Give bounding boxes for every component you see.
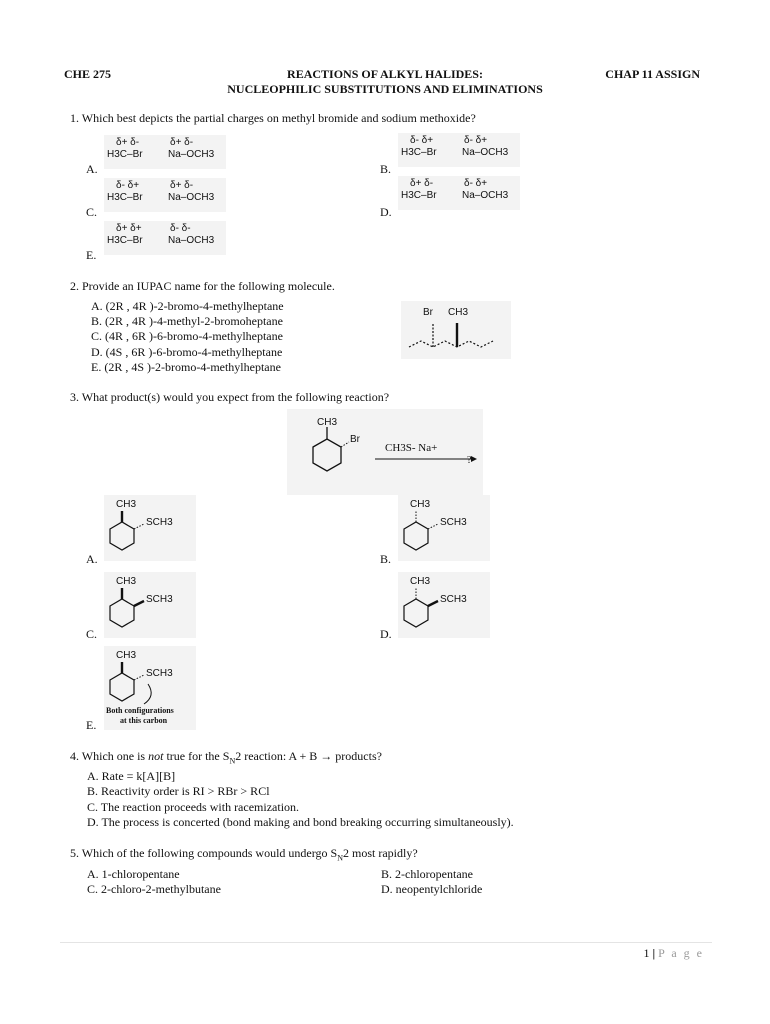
sodium-methoxide: Na–OCH3 <box>462 190 509 201</box>
och3-label: OCH3 <box>186 149 215 160</box>
q2-br-label: Br <box>423 307 433 318</box>
q1-option-d-figure[interactable] <box>398 176 520 210</box>
q3-reactant-ch3: CH3 <box>317 417 338 428</box>
page-number: 1 <box>643 946 650 960</box>
och3-label: OCH3 <box>186 192 215 203</box>
charge-pair-1: δ- δ+ <box>410 135 434 146</box>
ch3-label: CH3 <box>116 499 137 510</box>
q3-option-a-letter[interactable]: A. <box>86 552 98 566</box>
methyl-bromide: H3C–Br <box>401 190 437 201</box>
na-label: Na <box>168 192 181 203</box>
h3c-label: H3C <box>401 190 422 201</box>
question-4 <box>70 749 382 765</box>
methyl-bromide: H3C–Br <box>107 192 143 203</box>
question-5 <box>70 846 418 862</box>
e-note-line1: Both configurations <box>106 706 174 715</box>
course-code: CHE 275 <box>64 67 112 81</box>
sch3-label: SCH3 <box>440 517 467 528</box>
charge-pair-1: δ+ δ- <box>116 137 140 148</box>
sch3-label: SCH3 <box>146 668 173 679</box>
q5-option-c[interactable]: C. 2-chloro-2-methylbutane <box>87 882 221 896</box>
q4-text-n: N <box>229 756 236 766</box>
sch3-label: SCH3 <box>146 594 173 605</box>
q4-option-b[interactable]: B. Reactivity order is RI > RBr > RCl <box>87 784 270 799</box>
q1-option-b-letter[interactable]: B. <box>380 162 392 176</box>
q4-text-not: not <box>148 749 164 763</box>
och3-label: OCH3 <box>186 235 215 246</box>
q3-option-a-figure[interactable] <box>104 495 196 561</box>
sodium-methoxide: Na–OCH3 <box>168 149 215 160</box>
br-label: Br <box>132 192 143 203</box>
q1-option-e-figure[interactable] <box>104 221 226 255</box>
q3-question-mark: ? <box>467 455 472 466</box>
q4-option-a[interactable]: A. Rate = k[A][B] <box>87 769 176 783</box>
doc-title-line1: REACTIONS OF ALKYL HALIDES: <box>287 67 483 81</box>
charge-pair-2: δ+ δ- <box>170 180 194 191</box>
q3-reaction-figure <box>287 409 483 495</box>
methyl-bromide: H3C–Br <box>401 147 437 158</box>
q1-option-b-figure[interactable] <box>398 133 520 167</box>
charge-pair-2: δ- δ- <box>170 223 191 234</box>
och3-label: OCH3 <box>480 147 509 158</box>
br-label: Br <box>132 235 143 246</box>
ch3-label: CH3 <box>116 576 137 587</box>
q2-option-e[interactable]: E. (2R , 4S )-2-bromo-4-methylheptane <box>91 359 281 374</box>
ch3-label: CH3 <box>410 499 431 510</box>
br-label: Br <box>132 149 143 160</box>
na-label: Na <box>462 147 475 158</box>
charge-pair-2: δ- δ+ <box>464 135 488 146</box>
na-label: Na <box>168 149 181 160</box>
footer-divider <box>60 942 712 943</box>
question-3: 3. What product(s) would you expect from the following reaction? <box>70 390 390 404</box>
h3c-label: H3C <box>401 147 422 158</box>
h3c-label: H3C <box>107 192 128 203</box>
q1-option-c-letter[interactable]: C. <box>86 205 98 219</box>
q5-option-a[interactable]: A. 1-chloropentane <box>87 867 180 881</box>
q5-text-a: 5. Which of the following compounds would undergo S <box>70 846 338 860</box>
q2-option-c[interactable]: C. (4R , 6R )-6-bromo-4-methylheptane <box>91 329 283 344</box>
q4-text-c: 2 reaction: A + B → products? <box>235 749 382 763</box>
q3-option-e-figure[interactable] <box>104 646 196 730</box>
q3-reactant-br: Br <box>350 434 360 445</box>
page-word: P a g e <box>658 946 704 960</box>
q1-option-e-letter[interactable]: E. <box>86 248 97 262</box>
question-1: 1. Which best depicts the partial charges on methyl bromide and sodium methoxide? <box>70 111 476 125</box>
q3-option-c-figure[interactable] <box>104 572 196 638</box>
methyl-bromide: H3C–Br <box>107 235 143 246</box>
q2-options <box>91 299 284 375</box>
q3-reagent: CH3S- Na+ <box>385 442 438 454</box>
charge-pair-1: δ- δ+ <box>116 180 140 191</box>
q1-option-a-figure[interactable] <box>104 135 226 169</box>
q2-option-a[interactable]: A. (2R , 4R )-2-bromo-4-methylheptane <box>91 299 284 313</box>
q4-option-c[interactable]: C. The reaction proceeds with racemization. <box>87 799 300 814</box>
q3-option-b-letter[interactable]: B. <box>380 552 392 566</box>
e-note-line2: at this carbon <box>120 716 168 725</box>
q2-option-d[interactable]: D. (4S , 6R )-6-bromo-4-methylheptane <box>91 344 283 359</box>
page-sep: | <box>652 946 656 960</box>
q1-option-a-letter[interactable]: A. <box>86 162 98 176</box>
q5-option-b[interactable]: B. 2-chloropentane <box>381 867 473 881</box>
q3-option-d-letter[interactable]: D. <box>380 627 392 641</box>
charge-pair-2: δ+ δ- <box>170 137 194 148</box>
q3-option-d-figure[interactable] <box>398 572 490 638</box>
och3-label: OCH3 <box>480 190 509 201</box>
assignment-label: CHAP 11 ASSIGN <box>605 67 700 81</box>
br-label: Br <box>426 190 437 201</box>
sodium-methoxide: Na–OCH3 <box>168 192 215 203</box>
q4-options <box>87 769 514 831</box>
na-label: Na <box>462 190 475 201</box>
charge-pair-2: δ- δ+ <box>464 178 488 189</box>
q3-option-e-letter[interactable]: E. <box>86 718 97 732</box>
q2-option-b[interactable]: B. (2R , 4R )-4-methyl-2-bromoheptane <box>91 314 283 329</box>
q2-ch3-label: CH3 <box>448 307 469 318</box>
ch3-label: CH3 <box>116 650 137 661</box>
sodium-methoxide: Na–OCH3 <box>462 147 509 158</box>
q5-text-n: N <box>337 853 343 863</box>
methyl-bromide: H3C–Br <box>107 149 143 160</box>
h3c-label: H3C <box>107 235 128 246</box>
doc-title-line2: NUCLEOPHILIC SUBSTITUTIONS AND ELIMINATIONS <box>227 82 543 96</box>
ch3-label: CH3 <box>410 576 431 587</box>
page-footer <box>643 946 704 961</box>
sodium-methoxide: Na–OCH3 <box>168 235 215 246</box>
q4-text-b: true for the S <box>163 749 230 763</box>
na-label: Na <box>168 235 181 246</box>
q1-option-d-letter[interactable]: D. <box>380 205 392 219</box>
q2-molecule-figure <box>401 301 511 359</box>
q4-text-a: 4. Which one is <box>70 749 149 763</box>
q1-option-c-figure[interactable] <box>104 178 226 212</box>
charge-pair-1: δ+ δ+ <box>116 223 142 234</box>
q3-option-c-letter[interactable]: C. <box>86 627 98 641</box>
sch3-label: SCH3 <box>146 517 173 528</box>
question-2: 2. Provide an IUPAC name for the following molecule. <box>70 279 335 293</box>
sch3-label: SCH3 <box>440 594 467 605</box>
br-label: Br <box>426 147 437 158</box>
q5-option-d[interactable]: D. neopentylchloride <box>381 882 483 896</box>
charge-pair-1: δ+ δ- <box>410 178 434 189</box>
q3-option-b-figure[interactable] <box>398 495 490 561</box>
q4-option-d[interactable]: D. The process is concerted (bond making and bond breaking occurring simultaneously). <box>87 815 514 830</box>
h3c-label: H3C <box>107 149 128 160</box>
q5-text-b: 2 most rapidly? <box>342 846 418 860</box>
